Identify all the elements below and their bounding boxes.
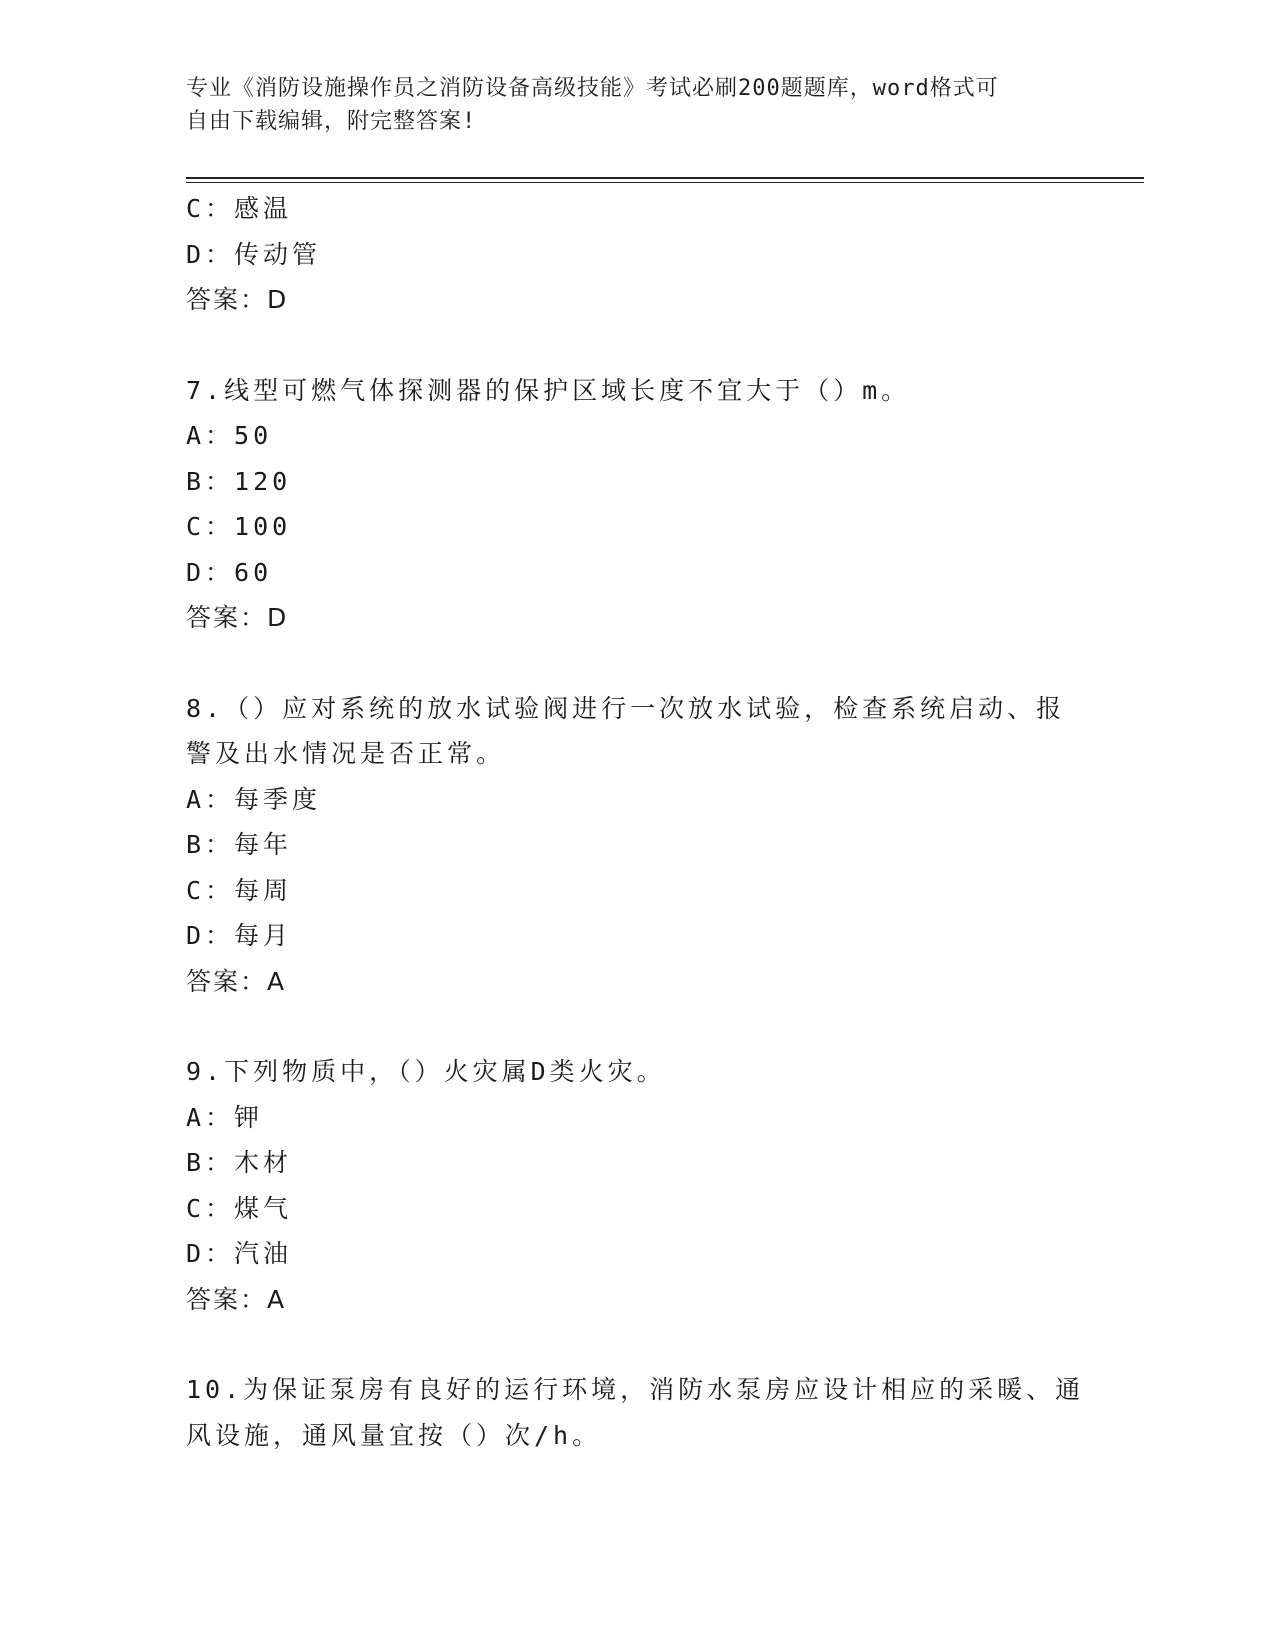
answer-line: 答案：A (186, 966, 287, 996)
option-d: D：60 (186, 557, 273, 587)
question-text: 9.下列物质中，（）火灾属D类火灾。 (186, 1057, 666, 1086)
option-c: C：每周 (186, 875, 293, 905)
question-text-line-1: 10.为保证泵房有良好的运行环境，消防水泵房应设计相应的采暖、通 (186, 1375, 1085, 1404)
header-line-2: 自由下载编辑，附完整答案! (186, 109, 477, 134)
option-b: B：120 (186, 466, 292, 496)
question-10 (186, 1367, 1086, 1458)
question-6-continuation (186, 186, 1086, 323)
answer-line: 答案：D (186, 285, 289, 314)
answer-line: 答案：A (186, 1284, 287, 1314)
document-header (186, 72, 1066, 138)
header-divider-thick (186, 177, 1144, 179)
option-c: C：感温 (186, 194, 293, 223)
question-text-line-1: 8.（）应对系统的放水试验阀进行一次放水试验，检查系统启动、报 (186, 693, 1066, 723)
question-content (186, 186, 1086, 1458)
header-divider-thin (186, 182, 1144, 183)
answer-line: 答案：D (186, 603, 289, 632)
option-a: A：50 (186, 421, 273, 450)
question-text-line-2: 风设施，通风量宜按（）次/h。 (186, 1420, 602, 1450)
option-d: D：汽油 (186, 1239, 293, 1268)
option-a: A：钾 (186, 1102, 264, 1132)
question-9 (186, 1049, 1086, 1322)
option-c: C：100 (186, 512, 292, 541)
header-line-1: 专业《消防设施操作员之消防设备高级技能》考试必刷200题题库，word格式可 (186, 76, 999, 101)
question-text: 7.线型可燃气体探测器的保护区域长度不宜大于（）m。 (186, 375, 911, 405)
option-d: D：每月 (186, 921, 293, 950)
question-7 (186, 368, 1086, 641)
option-c: C：煤气 (186, 1193, 293, 1223)
option-b: B：木材 (186, 1148, 293, 1177)
option-d: D：传动管 (186, 239, 322, 269)
question-text-line-2: 警及出水情况是否正常。 (186, 739, 506, 768)
option-a: A：每季度 (186, 784, 322, 814)
option-b: B：每年 (186, 830, 293, 859)
question-8 (186, 686, 1086, 1005)
